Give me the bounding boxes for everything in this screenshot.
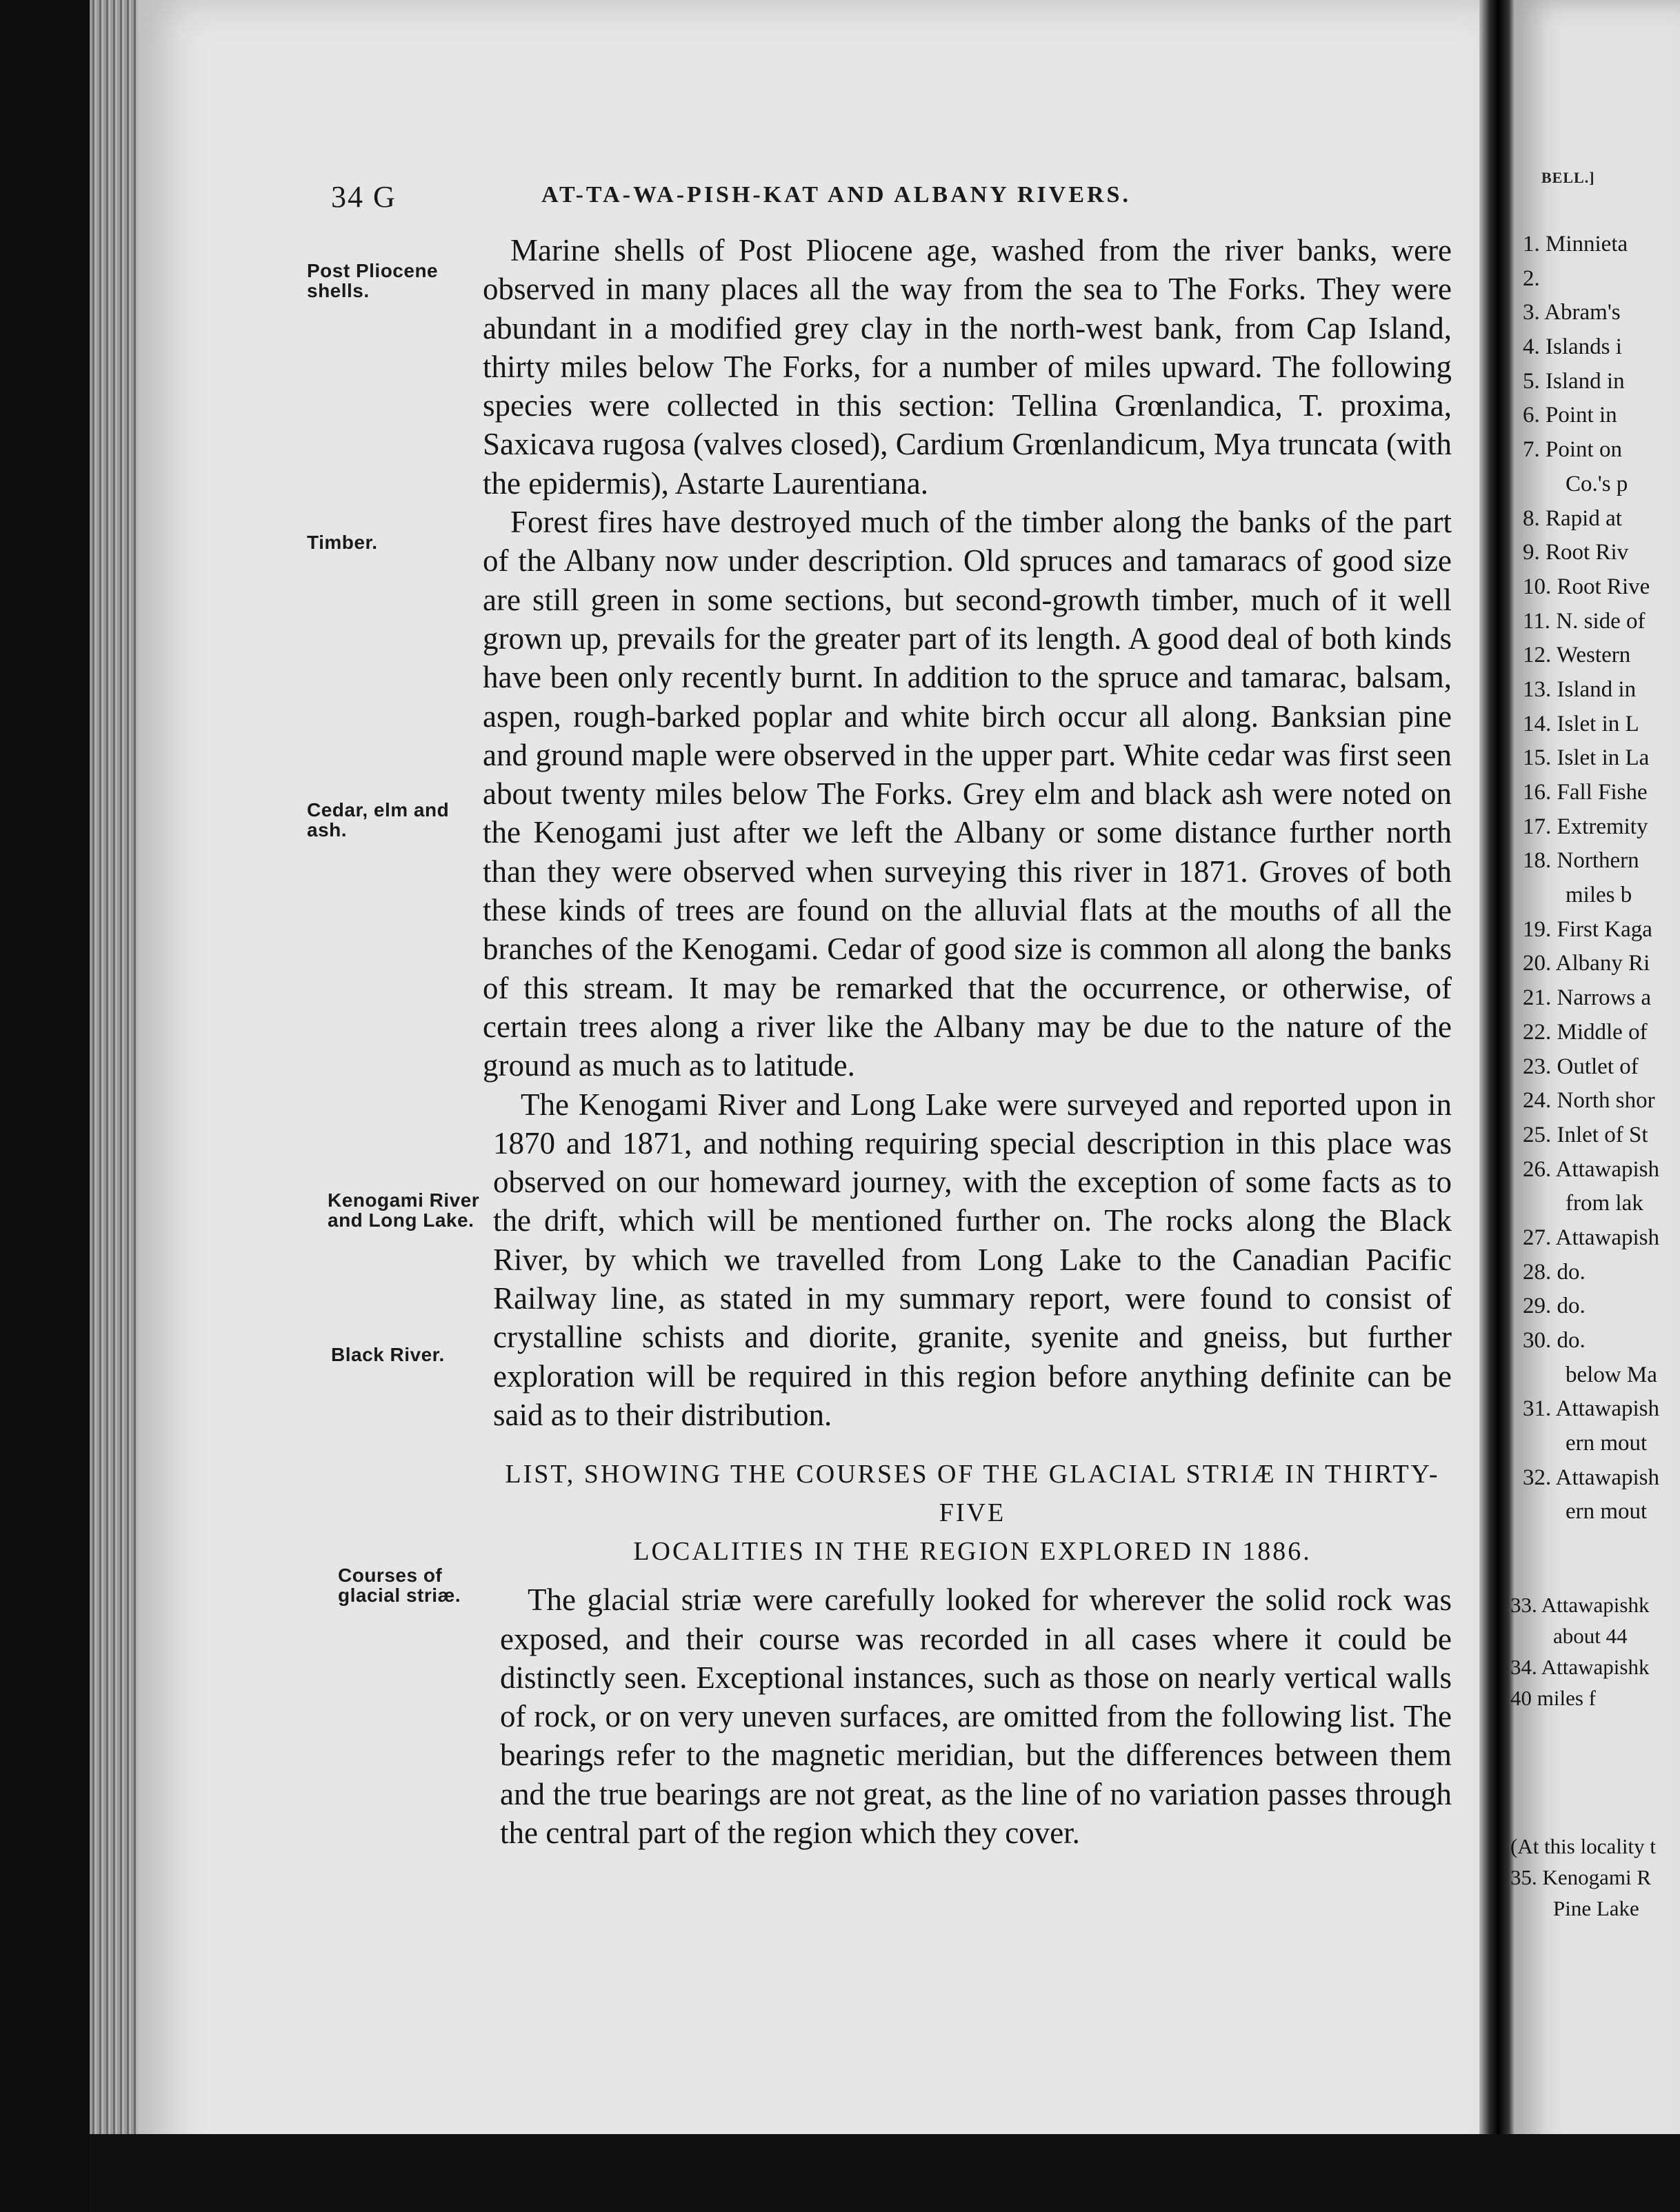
list-entry: 2. (1523, 265, 1540, 291)
side-note-kenogami: Kenogami River and Long Lake. (328, 1189, 480, 1231)
right-page-list (1523, 228, 1680, 1529)
list-entry: 13. Island in (1523, 676, 1637, 702)
right-page-list-bottom (1510, 1831, 1680, 1924)
list-entry: 35. Kenogami R (1510, 1865, 1652, 1889)
list-entry: 16. Fall Fishe (1523, 780, 1648, 805)
list-entry: 26. Attawapish (1523, 1156, 1659, 1182)
list-entry: 3. Abram's (1523, 300, 1621, 325)
side-note-glacial: Courses of glacial striæ. (338, 1565, 461, 1606)
list-entry: 9. Root Riv (1523, 540, 1629, 565)
side-note-post-pliocene: Post Pliocene shells. (307, 260, 439, 301)
list-entry: 24. North shor (1523, 1088, 1655, 1114)
list-entry: 10. Root Rive (1523, 574, 1650, 599)
list-entry: 22. Middle of (1523, 1019, 1648, 1045)
list-entry: Co.'s p (1566, 471, 1628, 496)
list-entry: 34. Attawapishk (1510, 1655, 1650, 1679)
book-gutter (1479, 0, 1514, 2212)
list-entry: 6. Point in (1523, 403, 1617, 428)
running-header (331, 179, 1131, 214)
list-entry: 18. Northern (1523, 848, 1639, 874)
list-entry: 30. do. (1523, 1328, 1586, 1353)
list-entry: 15. Islet in La (1523, 745, 1650, 771)
list-entry: 27. Attawapish (1523, 1225, 1659, 1250)
list-entry: 4. Islands i (1523, 334, 1622, 360)
list-entry: 12. Western (1523, 643, 1631, 668)
list-heading (493, 1455, 1452, 1571)
list-entry: 7. Point on (1523, 437, 1622, 463)
right-page-list-lower (1510, 1589, 1680, 1713)
paragraph-timber: Forest fires have destroyed much of the timber along the banks of the part of the Albany now under description. Old spruces and tamaracs of good size are still green in some sections, but second-growth timber, much of it well grown up, prevails for the greater part of its length. A good deal of both kinds have been only recently burnt. In addition to the spruce and tamarac, balsam, aspen, rough-barked poplar and white birch occur all along. Banksian pine and ground maple were observed in the upper part. White cedar was first seen about twenty miles below The Forks. Grey elm and black ash were noted on the Kenogami just after we left the Albany or some distance further north than they were observed when surveying this river in 1871. Groves of both these kinds of trees are found on the alluvial flats at the mouths of all the branches of the Kenogami. Cedar of good size is common all along the banks of this stream. It may be remarked that the occurrence, or otherwise, of certain trees along a river like the Albany may be due to the nature of the ground as much as to latitude. (483, 505, 1452, 1083)
list-entry: about 44 (1553, 1624, 1628, 1648)
list-entry: 23. Outlet of (1523, 1054, 1639, 1079)
list-entry: 32. Attawapish (1523, 1465, 1659, 1490)
list-entry: below Ma (1566, 1362, 1657, 1387)
list-entry: miles b (1566, 883, 1632, 908)
page-number: 34 G (331, 180, 397, 214)
list-entry: 11. N. side of (1523, 608, 1646, 634)
running-title: AT-TA-WA-PISH-KAT AND ALBANY RIVERS. (541, 182, 1131, 208)
list-entry: 1. Minnieta (1523, 232, 1628, 257)
list-heading-line2: LOCALITIES IN THE REGION EXPLORED IN 1886. (633, 1537, 1312, 1567)
list-entry: 40 miles f (1510, 1686, 1596, 1710)
paragraph-shells: Marine shells of Post Pliocene age, washed from the river banks, were observed in many places all the way from the sea to The Forks. They were abundant in a modified grey clay in the north-west bank, from Cap Island, thirty miles below The Forks, for a number of miles upward. The following species were collected in this section: Tellina Grœnlandica, T. proxima, Saxicava rugosa (valves closed), Cardium Grœnlandicum, Mya truncata (with the epidermis), Astarte Laurentiana. (483, 233, 1452, 501)
list-entry: 19. First Kaga (1523, 916, 1652, 942)
paragraph-glacial: The glacial striæ were carefully looked for wherever the solid rock was exposed, and their course was recorded in all cases where it could be distinctly seen. Exceptional instances, such as those on nearly vertical walls of rock, or on very uneven surfaces, are omitted from the following list. The bearings refer to the magnetic meridian, but the differences between them and the true bearings are not great, as the line of no variation passes through the central part of the region which they cover. (500, 1582, 1452, 1850)
list-entry: 33. Attawapishk (1510, 1593, 1650, 1617)
list-entry: 20. Albany Ri (1523, 951, 1650, 976)
list-entry: ern mout (1566, 1499, 1648, 1525)
list-entry: 17. Extremity (1523, 814, 1648, 839)
list-entry: 28. do. (1523, 1259, 1586, 1285)
list-entry: 14. Islet in L (1523, 711, 1639, 736)
side-note-timber: Timber. (307, 532, 378, 553)
list-entry: ern mout (1566, 1431, 1648, 1456)
list-entry: 8. Rapid at (1523, 505, 1622, 531)
list-entry: Pine Lake (1553, 1896, 1639, 1920)
right-page-header: BELL.] (1541, 169, 1595, 186)
list-entry: 25. Inlet of St (1523, 1122, 1648, 1147)
list-entry: 5. Island in (1523, 368, 1625, 394)
side-note-cedar: Cedar, elm and ash. (307, 799, 450, 841)
list-entry: from lak (1566, 1191, 1643, 1216)
page-edges (90, 0, 138, 2212)
list-entry: 21. Narrows a (1523, 985, 1652, 1011)
main-text (328, 231, 1452, 1852)
scan-bottom-edge (90, 2134, 1680, 2212)
list-entry: 31. Attawapish (1523, 1396, 1659, 1422)
list-heading-line1: LIST, SHOWING THE COURSES OF THE GLACIAL STRIÆ IN THIRTY-FIVE (505, 1460, 1440, 1528)
scan-dark-edge (0, 0, 90, 2212)
paragraph-kenogami: The Kenogami River and Long Lake were surveyed and reported upon in 1870 and 1871, and nothing requiring special description in this place was observed on our homeward journey, with the exception of some facts as to the drift, which will be mentioned further on. The rocks along the Black River, by which we travelled from Long Lake to the Canadian Pacific Railway line, as stated in my summary report, were found to consist of crystalline schists and diorite, granite, syenite and gneiss, but further exploration will be required in this region before anything definite can be said as to their distribution. (493, 1087, 1452, 1432)
list-entry: 29. do. (1523, 1294, 1586, 1319)
side-note-black-river: Black River. (331, 1344, 445, 1365)
list-entry: (At this locality t (1510, 1834, 1656, 1858)
